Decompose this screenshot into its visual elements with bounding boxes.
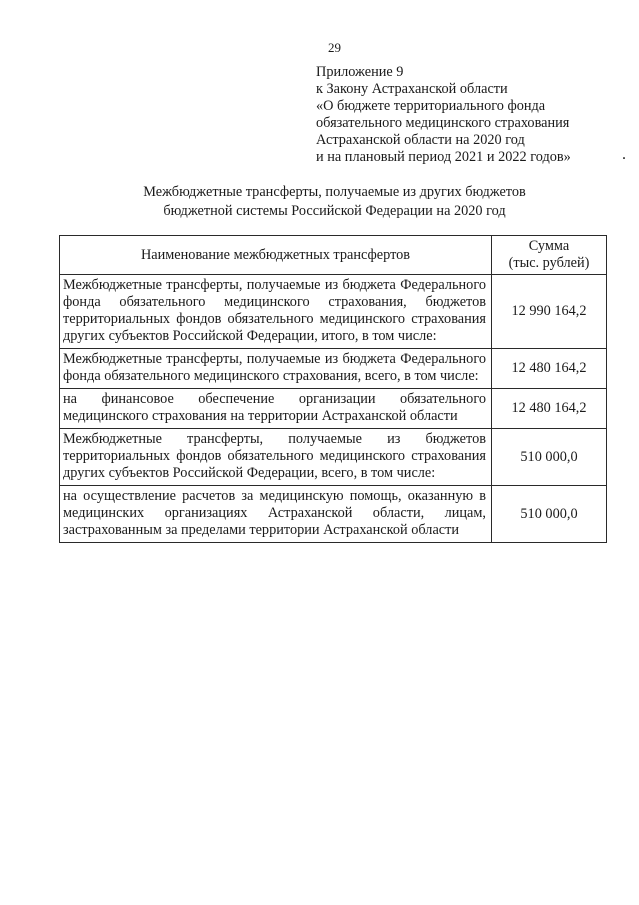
table-row xyxy=(60,349,607,389)
page-number: 29 xyxy=(328,40,341,55)
transfers-table xyxy=(59,235,607,543)
transfer-sum-cell: 12 480 164,2 xyxy=(492,389,607,429)
column-header-sum xyxy=(492,236,607,275)
document-title-line: Межбюджетные трансферты, получаемые из других бюджетов xyxy=(143,184,526,200)
table-row xyxy=(60,389,607,429)
transfer-sum-cell: 12 480 164,2 xyxy=(492,349,607,389)
appendix-line: Астраханской области на 2020 год xyxy=(316,132,525,148)
column-header-sum-line: Сумма xyxy=(528,238,570,254)
transfer-name-cell: Межбюджетные трансферты, получаемые из бюджетов территориальных фондов обязательного медицинского страхования других субъектов Российской Федерации, всего, в том числе: xyxy=(60,429,492,486)
transfer-sum-cell: 510 000,0 xyxy=(492,486,607,543)
table-row xyxy=(60,429,607,486)
transfer-sum-cell: 510 000,0 xyxy=(492,429,607,486)
document-title xyxy=(0,183,639,221)
appendix-line: и на плановый период 2021 и 2022 годов» xyxy=(316,149,571,165)
appendix-header xyxy=(316,64,571,166)
appendix-line: обязательного медицинского страхования xyxy=(316,115,570,131)
transfer-name-cell: Межбюджетные трансферты, получаемые из бюджета Федерального фонда обязательного медицинского страхования, бюджетов территориальных фондов обязательного медицинского страхования других субъектов Российской Федерации, итого, в том числе: xyxy=(60,275,492,349)
transfer-name-cell: Межбюджетные трансферты, получаемые из бюджета Федерального фонда обязательного медицинского страхования, всего, в том числе: xyxy=(60,349,492,389)
table-row xyxy=(60,275,607,349)
transfer-sum-cell: 12 990 164,2 xyxy=(492,275,607,349)
column-header-sum-unit: (тыс. рублей) xyxy=(508,255,590,271)
appendix-line: Приложение 9 xyxy=(316,64,404,80)
column-header-name: Наименование межбюджетных трансфертов xyxy=(60,236,492,275)
table-header-row xyxy=(60,236,607,275)
transfer-name-cell: на финансовое обеспечение организации обязательного медицинского страхования на территории Астраханской области xyxy=(60,389,492,429)
transfer-name-cell: на осуществление расчетов за медицинскую помощь, оказанную в медицинских организациях Астраханской области, лицам, застрахованным за пределами территории Астраханской области xyxy=(60,486,492,543)
document-title-line: бюджетной системы Российской Федерации на 2020 год xyxy=(163,203,506,219)
stray-mark: . xyxy=(622,146,626,163)
appendix-line: «О бюджете территориального фонда xyxy=(316,98,546,114)
appendix-line: к Закону Астраханской области xyxy=(316,81,508,97)
table-row xyxy=(60,486,607,543)
